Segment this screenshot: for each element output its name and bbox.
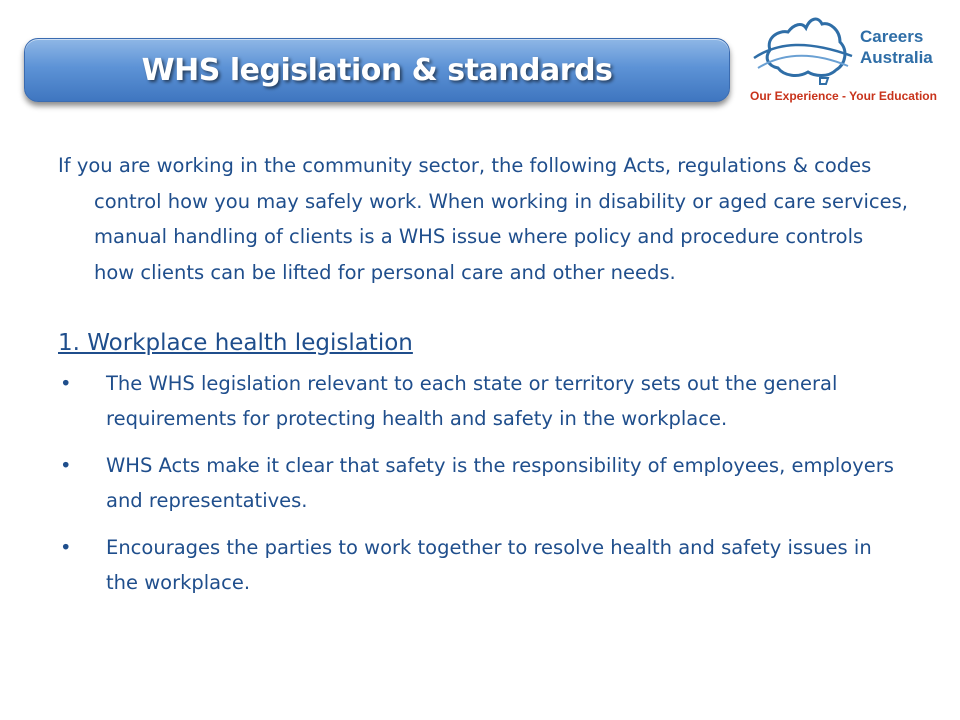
careers-australia-logo — [748, 12, 948, 112]
bullet-text: Encourages the parties to work together to resolve health and safety issues in the workplace. — [106, 536, 872, 594]
logo-tagline: Our Experience - Your Education — [750, 89, 937, 103]
intro-paragraph: If you are working in the community sector, the following Acts, regulations & codes control how you may safely work. When working in disability or aged care services, manual handling of clients is a WHS issue where policy and procedure controls how clients can be lifted for personal care and other needs. — [58, 154, 908, 284]
bullet-list — [58, 366, 908, 600]
title-banner — [24, 38, 730, 102]
slide-content — [58, 148, 908, 612]
australia-map-icon — [748, 12, 858, 88]
bullet-icon: • — [60, 454, 72, 477]
logo-name-line2: Australia — [860, 48, 933, 67]
bullet-icon: • — [60, 372, 72, 395]
logo-name — [860, 26, 933, 68]
bullet-text: The WHS legislation relevant to each state or territory sets out the general requirements for protecting health and safety in the workplace. — [106, 372, 838, 430]
slide-title: WHS legislation & standards — [141, 53, 613, 88]
bullet-text: WHS Acts make it clear that safety is the responsibility of employees, employers and representatives. — [106, 454, 894, 512]
bullet-item — [58, 366, 908, 436]
bullet-item — [58, 448, 908, 518]
bullet-item — [58, 530, 908, 600]
logo-name-line1: Careers — [860, 27, 924, 46]
section-heading: 1. Workplace health legislation — [58, 330, 413, 356]
bullet-icon: • — [60, 536, 72, 559]
